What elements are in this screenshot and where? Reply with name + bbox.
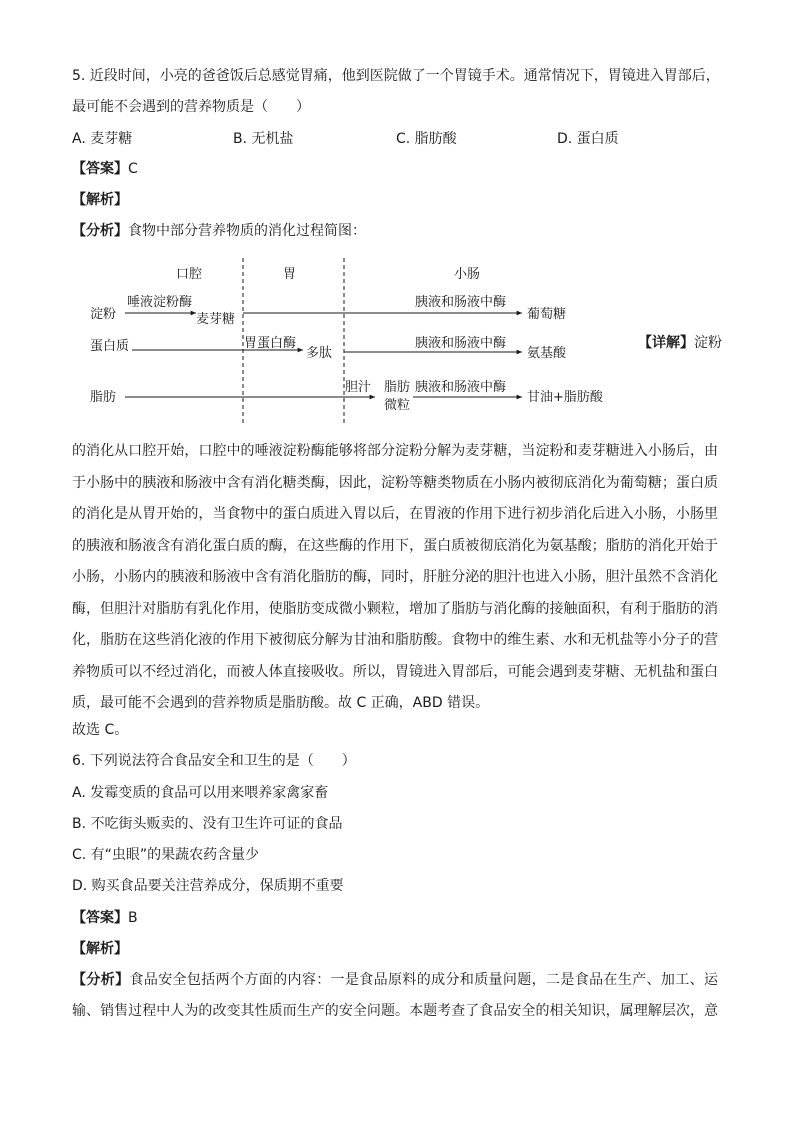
q5-detail-line: 酶，但胆汁对脂肪有乳化作用，使脂肪变成微小颗粒，增加了脂肪与消化酶的接触面积，有利于脂肪的消 [72, 600, 718, 617]
q5-detail-line: 化，脂肪在这些消化液的作用下被彻底分解为甘油和脂肪酸。食物中的维生素、水和无机盐等小分子的营 [72, 632, 718, 648]
protein-enzyme-stomach: 胃蛋白酶 [244, 336, 297, 351]
starch-enzyme-mouth: 唾液淀粉酶 [127, 295, 193, 310]
q5-option-b: B. 无机盐 [233, 131, 294, 147]
fat-label: 脂肪 [90, 390, 117, 405]
q5-detail-line: 的胰液和肠液含有消化蛋白质的酶，在这些酶的作用下，蛋白质被彻底消化为氨基酸；脂肪的消化开始于 [72, 537, 718, 554]
q6-option-a: A. 发霉变质的食品可以用来喂养家禽家畜 [72, 785, 329, 801]
q5-detail-line: 的消化从口腔开始，口腔中的唾液淀粉酶能够将部分淀粉分解为麦芽糖，当淀粉和麦芽糖进入小肠后，由 [72, 443, 718, 459]
header-small-intestine: 小肠 [454, 267, 481, 282]
q5-detail-line: 于小肠中的胰液和肠液中含有消化糖类酶，因此，淀粉等糖类物质在小肠内被彻底消化为葡萄糖；蛋白质 [72, 474, 718, 491]
q5-detail-line: 的消化是从胃开始的，当食物中的蛋白质进入胃以后，在胃液的作用下进行初步消化后进入小肠，小肠里 [72, 506, 718, 522]
q6-option-b: B. 不吃街头贩卖的、没有卫生许可证的食品 [72, 816, 343, 832]
q5-stem-line-2: 最可能不会遇到的营养物质是（ ） [72, 99, 310, 115]
amino-acid-label: 氨基酸 [527, 346, 567, 361]
glucose-label: 葡萄糖 [527, 307, 567, 322]
q6-analysis-line-2: 输、销售过程中人为的改变其性质而生产的安全问题。本题考查了食品安全的相关知识，属理解层次，意 [72, 1003, 718, 1019]
q6-option-c: C. 有“虫眼”的果蔬农药含量少 [72, 847, 260, 863]
q5-option-c: C. 脂肪酸 [396, 131, 457, 147]
peptide-label: 多肽 [306, 346, 333, 361]
glycerol-fatty-acid-label: 甘油+脂肪酸 [527, 390, 603, 405]
header-mouth: 口腔 [176, 267, 203, 282]
q5-detail-line: 养物质可以不经过消化，而被人体直接吸收。所以，胃镜进入胃部后，可能会遇到麦芽糖、无机盐和蛋白 [72, 663, 718, 680]
q5-stem-line-1: 5. 近段时间，小亮的爸爸饭后总感觉胃痛，他到医院做了一个胃镜手术。通常情况下，胃镜进入胃部后， [72, 68, 720, 84]
q5-analysis-intro: 【分析】食物中部分营养物质的消化过程简图： [72, 223, 366, 239]
q5-option-d: D. 蛋白质 [557, 131, 619, 147]
q6-option-d: D. 购买食品要关注营养成分，保质期不重要 [72, 878, 344, 894]
q5-detail-line: 小肠，小肠内的胰液和肠液中含有消化脂肪的酶，同时，肝脏分泌的胆汁也进入小肠，胆汁虽然不含消化 [72, 569, 718, 585]
q5-analysis-label: 【解析】 [72, 192, 128, 208]
starch-label: 淀粉 [90, 307, 117, 322]
q6-analysis-label: 【解析】 [72, 941, 128, 957]
q5-detail-line: 质，最可能不会遇到的营养物质是脂肪酸。故 C 正确，ABD 错误。 [72, 695, 490, 711]
q5-conclusion: 故选 C。 [72, 722, 129, 738]
bile-label: 胆汁 [345, 380, 372, 395]
q5-option-a: A. 麦芽糖 [72, 131, 133, 147]
q6-analysis-line-1: 【分析】食品安全包括两个方面的内容：一是食品原料的成分和质量问题，二是食品在生产、加工、运 [72, 972, 719, 988]
q6-answer: 【答案】B [72, 910, 138, 926]
protein-label: 蛋白质 [90, 339, 130, 354]
q5-detail-label: 【详解】淀粉 [638, 335, 722, 351]
q5-answer: 【答案】C [72, 161, 138, 177]
protein-enzyme-intestine: 胰液和肠液中酶 [415, 336, 507, 351]
starch-enzyme-intestine: 胰液和肠液中酶 [415, 295, 507, 310]
q6-stem: 6. 下列说法符合食品安全和卫生的是（ ） [72, 753, 356, 769]
fat-enzyme-intestine: 胰液和肠液中酶 [415, 380, 507, 395]
fat-particle-line-2: 微粒 [384, 398, 411, 413]
maltose-label: 麦芽糖 [196, 312, 236, 327]
fat-particle-line-1: 脂肪 [384, 380, 411, 395]
header-stomach: 胃 [283, 267, 297, 282]
